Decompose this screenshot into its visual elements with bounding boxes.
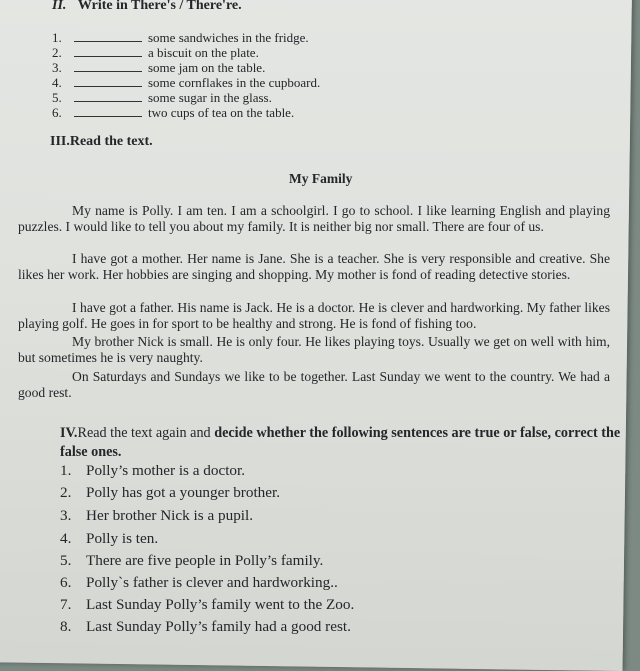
statement-2 bbox=[60, 484, 280, 502]
statement-text: Polly is ten. bbox=[86, 530, 159, 547]
item-text: some sugar in the glass. bbox=[148, 90, 272, 105]
story-title: My Family bbox=[289, 171, 353, 186]
item-number: 3. bbox=[52, 60, 62, 75]
story-paragraph-3 bbox=[18, 300, 610, 333]
answer-blank[interactable] bbox=[74, 76, 142, 87]
statement-text: Polly’s mother is a doctor. bbox=[86, 462, 246, 479]
item-number: 4. bbox=[52, 75, 62, 90]
statement-number: 2. bbox=[60, 484, 72, 501]
instruction-plain: Read the text again and bbox=[77, 425, 215, 441]
statement-number: 6. bbox=[60, 574, 72, 591]
statement-number: 4. bbox=[60, 530, 72, 547]
item-text: a biscuit on the plate. bbox=[148, 45, 259, 60]
statement-1 bbox=[60, 462, 245, 480]
item-text: some jam on the table. bbox=[148, 60, 266, 75]
paragraph-text: My name is Polly. I am ten. I am a schoolgirl. I go to school. I like learning English and playing puzzles. I would like to tell you about my family. It is neither big nor small. There are four of us. bbox=[18, 203, 610, 235]
fill-item-4 bbox=[52, 75, 320, 91]
section-4-number: IV. bbox=[60, 425, 78, 441]
paragraph-text: On Saturdays and Sundays we like to be together. Last Sunday we went to the country. We had a good rest. bbox=[18, 369, 610, 401]
section-3-heading: III.Read the text. bbox=[50, 134, 153, 149]
answer-blank[interactable] bbox=[74, 106, 142, 117]
statement-text: Last Sunday Polly’s family went to the Zoo. bbox=[86, 596, 355, 613]
item-number: 6. bbox=[52, 105, 62, 120]
answer-blank[interactable] bbox=[74, 31, 142, 42]
fill-item-3 bbox=[52, 60, 265, 76]
section-2-heading bbox=[52, 0, 242, 14]
statement-text: Polly has got a younger brother. bbox=[86, 484, 281, 501]
statement-number: 5. bbox=[60, 552, 72, 569]
fill-item-5 bbox=[52, 90, 272, 106]
story-paragraph-4 bbox=[18, 334, 610, 367]
section-2-number: II. bbox=[52, 0, 67, 13]
fill-item-6 bbox=[52, 105, 294, 121]
section-2-title: Write in There's / There're. bbox=[77, 0, 242, 13]
statement-8 bbox=[60, 618, 351, 636]
statement-text: Last Sunday Polly’s family had a good rest. bbox=[86, 618, 351, 635]
item-text: two cups of tea on the table. bbox=[148, 105, 295, 120]
item-number: 1. bbox=[52, 30, 62, 45]
answer-blank[interactable] bbox=[74, 91, 142, 102]
story-paragraph-2 bbox=[18, 251, 610, 284]
section-4-instruction bbox=[60, 424, 630, 462]
item-number: 2. bbox=[52, 45, 62, 60]
paragraph-text: I have got a father. His name is Jack. He is a doctor. He is clever and hardworking. My father likes playing golf. He goes in for sport to be healthy and strong. He is fond of fishing too. bbox=[18, 300, 610, 332]
item-text: some cornflakes in the cupboard. bbox=[148, 75, 321, 90]
answer-blank[interactable] bbox=[74, 61, 142, 72]
fill-item-2 bbox=[52, 45, 259, 61]
statement-3 bbox=[60, 507, 253, 525]
story-paragraph-1 bbox=[18, 203, 610, 236]
statement-number: 7. bbox=[60, 596, 72, 613]
item-number: 5. bbox=[52, 90, 62, 105]
paragraph-text: My brother Nick is small. He is only four. He likes playing toys. Usually we get on well with him, but sometimes he is very naughty. bbox=[18, 334, 610, 366]
answer-blank[interactable] bbox=[74, 46, 142, 57]
paragraph-text: I have got a mother. Her name is Jane. She is a teacher. She is very responsible and creative. She likes her work. Her hobbies are singing and shopping. My mother is fond of reading detective stories. bbox=[18, 251, 610, 283]
statement-number: 1. bbox=[60, 462, 72, 479]
statement-number: 8. bbox=[60, 618, 72, 635]
instruction-bold: decide whether the following sentences are true or false, correct the false ones. bbox=[60, 425, 621, 460]
statement-number: 3. bbox=[60, 507, 72, 524]
statement-text: There are five people in Polly’s family. bbox=[86, 552, 324, 569]
statement-6 bbox=[60, 574, 338, 592]
item-text: some sandwiches in the fridge. bbox=[148, 30, 309, 45]
statement-4 bbox=[60, 530, 158, 548]
fill-item-1 bbox=[52, 30, 309, 46]
statement-5 bbox=[60, 552, 323, 570]
statement-7 bbox=[60, 596, 354, 614]
statement-text: Polly`s father is clever and hardworking.. bbox=[86, 574, 338, 591]
statement-text: Her brother Nick is a pupil. bbox=[86, 507, 254, 524]
story-paragraph-5 bbox=[18, 369, 610, 402]
